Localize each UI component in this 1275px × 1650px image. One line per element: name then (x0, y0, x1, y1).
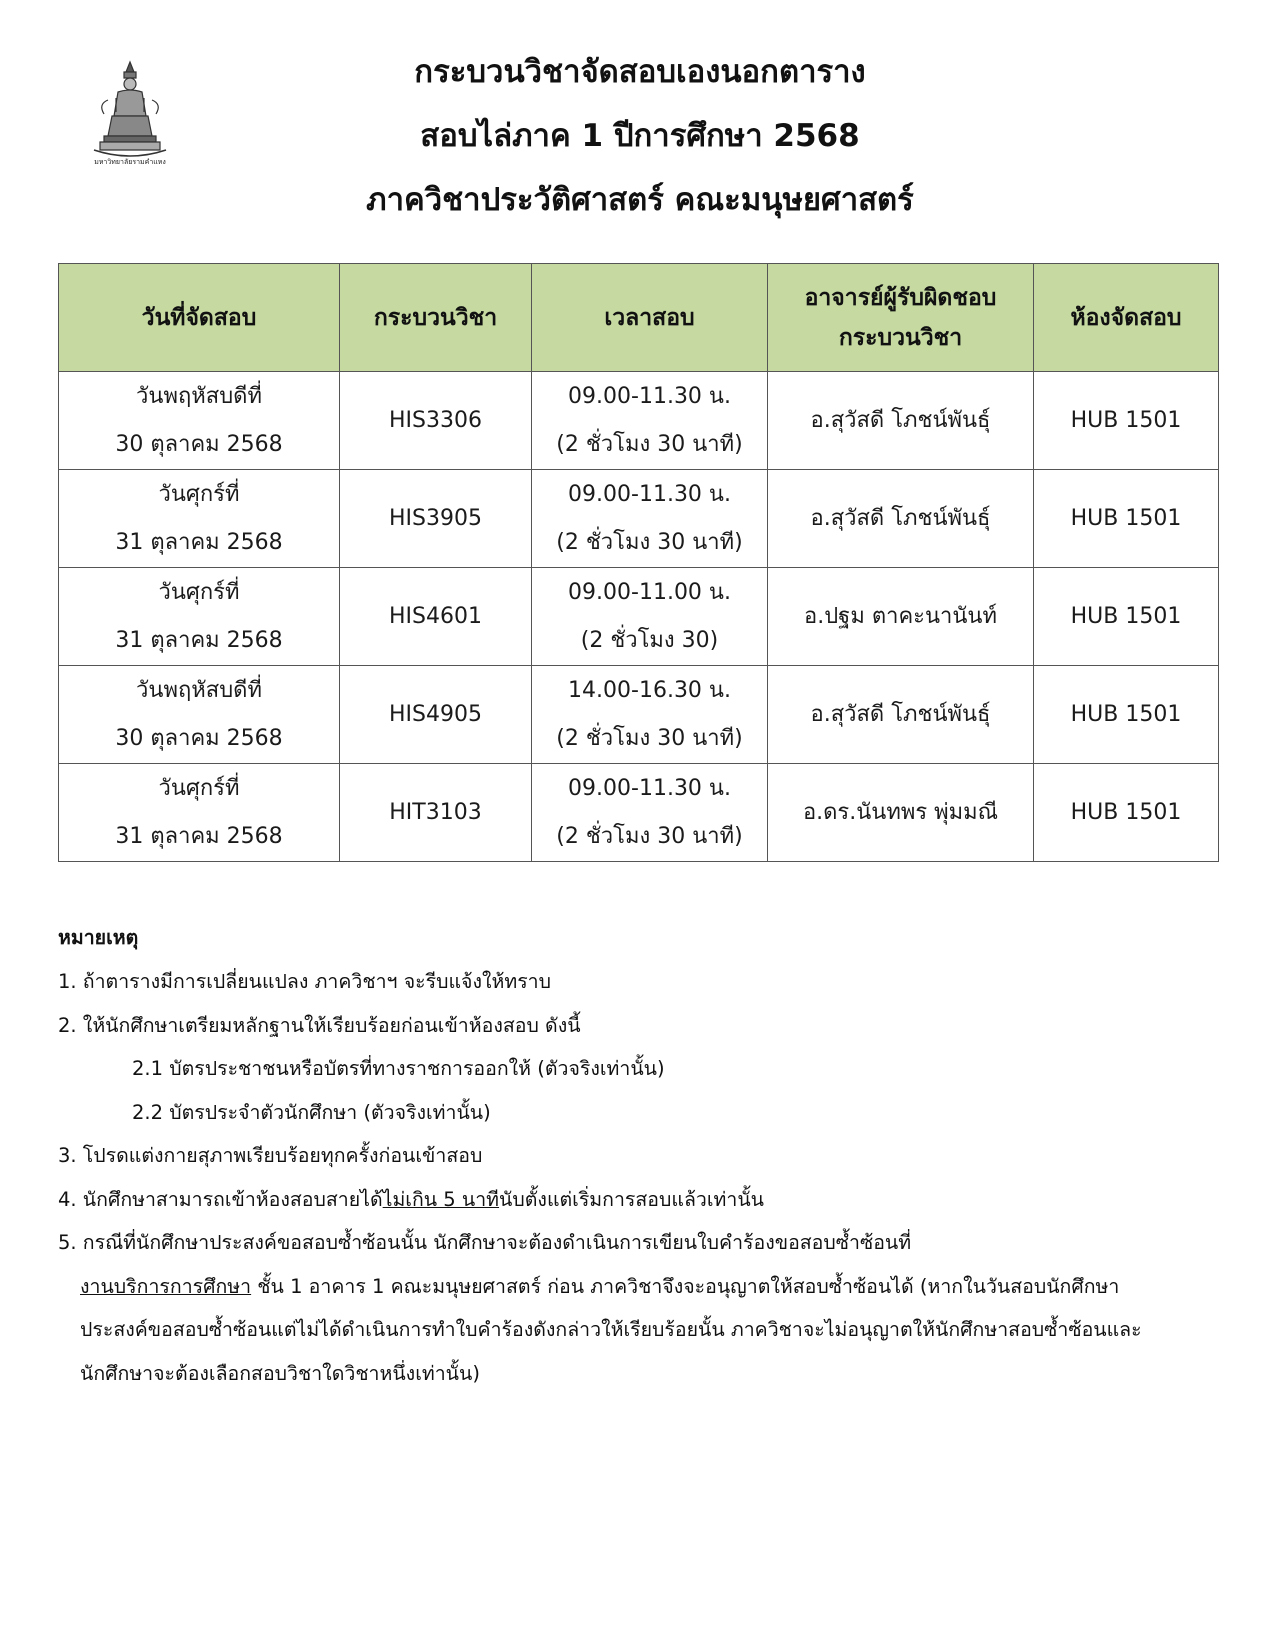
cell-time (532, 568, 768, 666)
cell-day: วันศุกร์ที่ (158, 579, 240, 605)
cell-day: วันศุกร์ที่ (158, 775, 240, 801)
cell-room: HUB 1501 (1034, 470, 1219, 568)
cell-date-text: 31 ตุลาคม 2568 (115, 529, 283, 555)
cell-room: HUB 1501 (1034, 666, 1219, 764)
cell-date (59, 372, 340, 470)
cell-room: HUB 1501 (1034, 372, 1219, 470)
table-row (59, 764, 1219, 862)
table-header-row (59, 264, 1219, 372)
cell-time (532, 666, 768, 764)
cell-duration: (2 ชั่วโมง 30 นาที) (556, 725, 743, 751)
notes-section (58, 916, 1208, 1395)
university-emblem-logo (86, 58, 174, 170)
note-1: 1. ถ้าตารางมีการเปลี่ยนแปลง ภาควิชาฯ จะรีบแจ้งให้ทราบ (58, 970, 551, 993)
note-2-1: 2.1 บัตรประชาชนหรือบัตรที่ทางราชการออกให้ (ตัวจริงเท่านั้น) (132, 1057, 665, 1080)
table-row (59, 666, 1219, 764)
exam-schedule-table (58, 263, 1219, 862)
logo-caption: มหาวิทยาลัยรามคำแหง (94, 158, 166, 166)
note-4 (58, 1178, 1208, 1222)
cell-date-text: 31 ตุลาคม 2568 (115, 823, 283, 849)
cell-day: วันศุกร์ที่ (158, 481, 240, 507)
table-row (59, 372, 1219, 470)
cell-course: HIS4601 (340, 568, 532, 666)
document-title-block (240, 40, 1040, 232)
note-3: 3. โปรดแต่งกายสุภาพเรียบร้อยทุกครั้งก่อนเข้าสอบ (58, 1144, 483, 1167)
header-exam-time: เวลาสอบ (532, 264, 768, 372)
cell-date-text: 30 ตุลาคม 2568 (115, 431, 283, 457)
title-line-1: กระบวนวิชาจัดสอบเองนอกตาราง (414, 54, 866, 90)
cell-date (59, 568, 340, 666)
notes-heading: หมายเหตุ (58, 926, 139, 949)
header-instructor-line2: กระบวนวิชา (838, 324, 963, 351)
cell-time (532, 764, 768, 862)
cell-course: HIS3905 (340, 470, 532, 568)
note-2: 2. ให้นักศึกษาเตรียมหลักฐานให้เรียบร้อยก่อนเข้าห้องสอบ ดังนี้ (58, 1013, 581, 1037)
cell-duration: (2 ชั่วโมง 30 นาที) (556, 529, 743, 555)
cell-time-range: 14.00-16.30 น. (568, 677, 731, 703)
note-5-line-2-text: ชั้น 1 อาคาร 1 คณะมนุษยศาสตร์ ก่อน ภาควิชาจึงจะอนุญาตให้สอบซ้ำซ้อนได้ (หากในวันสอบนักศึกษา (251, 1274, 1120, 1298)
cell-course: HIS4905 (340, 666, 532, 764)
note-4-text-a: 4. นักศึกษาสามารถเข้าห้องสอบสายได้ (58, 1187, 383, 1211)
cell-day: วันพฤหัสบดีที่ (136, 677, 262, 703)
cell-time-range: 09.00-11.00 น. (568, 579, 731, 605)
cell-time-range: 09.00-11.30 น. (568, 383, 731, 409)
cell-date (59, 764, 340, 862)
cell-duration: (2 ชั่วโมง 30) (580, 627, 719, 653)
cell-date (59, 470, 340, 568)
cell-duration: (2 ชั่วโมง 30 นาที) (556, 431, 743, 457)
cell-course: HIT3103 (340, 764, 532, 862)
note-2-2: 2.2 บัตรประจำตัวนักศึกษา (ตัวจริงเท่านั้น) (132, 1100, 491, 1124)
header-exam-room: ห้องจัดสอบ (1034, 264, 1219, 372)
cell-room: HUB 1501 (1034, 568, 1219, 666)
table-row (59, 470, 1219, 568)
title-line-2: สอบไล่ภาค 1 ปีการศึกษา 2568 (420, 118, 860, 154)
cell-instructor: อ.สุวัสดี โภชน์พันธุ์ (768, 470, 1034, 568)
cell-day: วันพฤหัสบดีที่ (136, 383, 262, 409)
note-4-text-b: นับตั้งแต่เริ่มการสอบแล้วเท่านั้น (499, 1187, 764, 1211)
cell-time-range: 09.00-11.30 น. (568, 481, 731, 507)
note-5-line-4: นักศึกษาจะต้องเลือกสอบวิชาใดวิชาหนึ่งเท่านั้น) (80, 1361, 480, 1385)
header-instructor (768, 264, 1034, 372)
cell-date (59, 666, 340, 764)
cell-date-text: 30 ตุลาคม 2568 (115, 725, 283, 751)
cell-instructor: อ.ดร.นันทพร พุ่มมณี (768, 764, 1034, 862)
cell-duration: (2 ชั่วโมง 30 นาที) (556, 823, 743, 849)
cell-time (532, 372, 768, 470)
header-exam-date: วันที่จัดสอบ (59, 264, 340, 372)
note-4-underlined: ไม่เกิน 5 นาที (382, 1187, 500, 1211)
table-row (59, 568, 1219, 666)
cell-room: HUB 1501 (1034, 764, 1219, 862)
cell-course: HIS3306 (340, 372, 532, 470)
cell-instructor: อ.ปฐม ตาคะนานันท์ (768, 568, 1034, 666)
title-line-3: ภาควิชาประวัติศาสตร์ คณะมนุษยศาสตร์ (366, 182, 914, 218)
cell-time (532, 470, 768, 568)
note-5-underlined: งานบริการการศึกษา (80, 1274, 252, 1298)
note-5-line-3: ประสงค์ขอสอบซ้ำซ้อนแต่ไม่ได้ดำเนินการทำใบคำร้องดังกล่าวให้เรียบร้อยนั้น ภาควิชาจะไม่อนุญาตให้นักศึกษาสอบซ้ำซ้อนและ (80, 1318, 1142, 1341)
header-instructor-line1: อาจารย์ผู้รับผิดชอบ (804, 284, 997, 311)
cell-instructor: อ.สุวัสดี โภชน์พันธุ์ (768, 666, 1034, 764)
cell-date-text: 31 ตุลาคม 2568 (115, 627, 283, 653)
cell-time-range: 09.00-11.30 น. (568, 775, 731, 801)
note-5-line-1: 5. กรณีที่นักศึกษาประสงค์ขอสอบซ้ำซ้อนนั้น นักศึกษาจะต้องดำเนินการเขียนใบคำร้องขอสอบซ้ำซ้อนที่ (58, 1231, 912, 1254)
note-5-line-2 (58, 1265, 1208, 1309)
cell-instructor: อ.สุวัสดี โภชน์พันธุ์ (768, 372, 1034, 470)
header-course: กระบวนวิชา (340, 264, 532, 372)
